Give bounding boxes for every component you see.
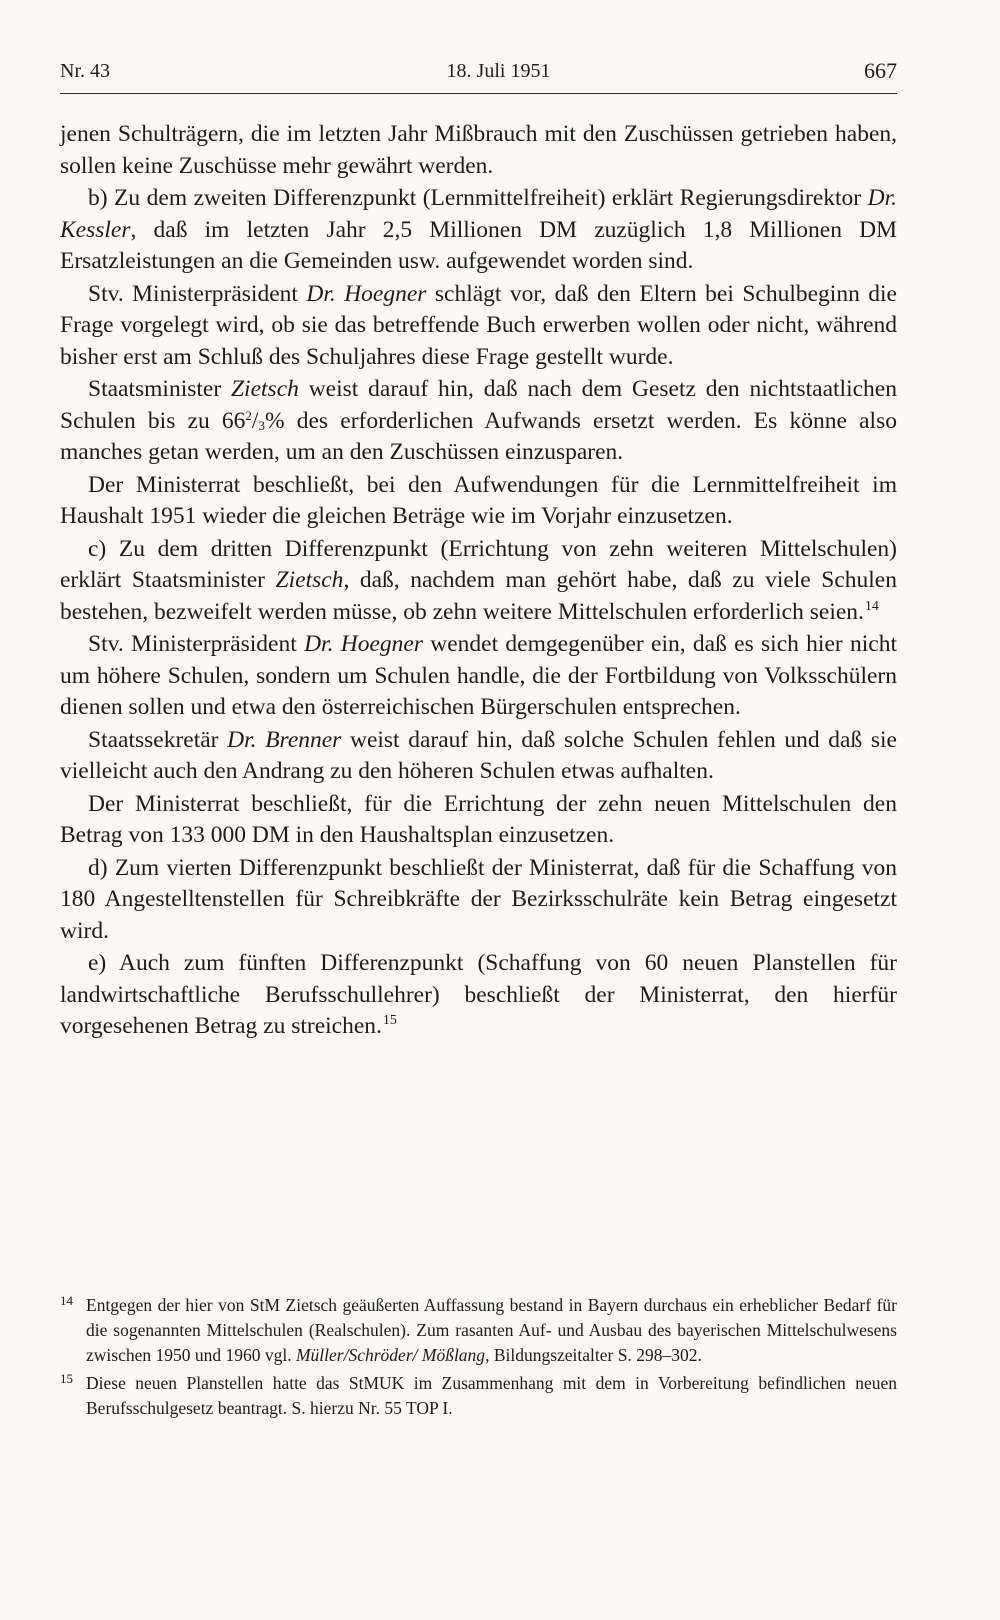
footnote-reference[interactable]: 14 xyxy=(864,598,879,614)
paragraph xyxy=(60,183,897,278)
footnotes xyxy=(60,1293,897,1421)
italic-name: Zietsch xyxy=(230,376,299,402)
paragraph xyxy=(60,374,897,469)
footnote xyxy=(60,1371,897,1421)
text-run: e) Auch zum fünften Differenzpunkt (Schaffung von 60 neuen Planstellen für landwirtschaftliche Berufsschullehrer) beschließt der Ministerrat, den hierfür vorgesehenen Betrag zu streichen. xyxy=(60,950,897,1039)
text-run: d) Zum vierten Differenzpunkt beschließt der Ministerrat, daß für die Schaffung von 180 Angestelltenstellen für Schreibkräfte der Bezirksschulräte kein Betrag eingesetzt wird. xyxy=(60,854,897,944)
footnote-text xyxy=(86,1373,897,1418)
text-run: Der Ministerrat beschließt, bei den Aufwendungen für die Lernmittelfreiheit im Haushalt 1951 wieder die gleichen Beträge wie im Vorjahr einzusetzen. xyxy=(60,471,897,529)
text-run: Staatssekretär xyxy=(88,726,228,753)
footnote-number: 15 xyxy=(60,1371,73,1386)
text-run: Entgegen der hier von StM Zietsch geäußerten Auffassung bestand in Bayern durchaus ein erheblicher Bedarf für die sogenannten Mittelschulen (Realschulen). Zum rasanten Auf- und Ausbau des bayerischen Mittelschulwesens zwischen 1950 und 1960 vgl. xyxy=(86,1295,897,1365)
header-rule xyxy=(60,93,897,94)
text-run: schlägt vor, daß den Eltern bei Schulbeginn die Frage vorgelegt wird, ob sie das betreffende Buch erwerben wollen oder nicht, während bisher erst am Schluß des Schuljahres diese Frage gestellt wurde. xyxy=(60,280,897,370)
paragraph xyxy=(60,470,897,533)
footnote-reference[interactable]: 15 xyxy=(382,1013,397,1028)
text-run: c) Zu dem dritten Differenzpunkt (Errichtung von zehn weiteren Mittelschulen) erklärt Staatsminister xyxy=(60,535,897,593)
text-run: , daß im letzten Jahr 2,5 Millionen DM zuzüglich 1,8 Millionen DM Ersatzleistungen an die Gemeinden usw. aufgewendet worden sind. xyxy=(60,216,897,274)
fraction xyxy=(245,408,265,434)
text-run: Der Ministerrat beschließt, für die Errichtung der zehn neuen Mittelschulen den Betrag von 133 000 DM in den Haushaltsplan einzusetzen. xyxy=(60,790,897,848)
italic-name: Müller/Schröder/ Mößlang xyxy=(295,1345,486,1365)
paragraph xyxy=(60,629,897,724)
body-text xyxy=(60,119,897,1043)
paragraph xyxy=(60,119,897,182)
text-run: Staatsminister xyxy=(88,376,231,402)
text-run: , daß, nachdem man gehört habe, daß zu viele Schulen bestehen, bezweifelt werden müsse, ob zehn weitere Mittelschulen erforderlich seien. xyxy=(60,567,897,625)
italic-name: Dr. Kessler xyxy=(60,185,897,243)
italic-name: Dr. Hoegner xyxy=(304,631,423,657)
text-run: b) Zu dem zweiten Differenzpunkt (Lernmittelfreiheit) erklärt Regierungsdirektor xyxy=(88,185,868,211)
text-run: weist darauf hin, daß nach dem Gesetz den nichtstaatlichen Schulen bis zu 66 xyxy=(60,376,897,434)
text-run: , Bildungszeitalter S. 298–302. xyxy=(485,1345,702,1365)
running-head xyxy=(60,56,897,86)
fraction-numerator: 2 xyxy=(245,407,252,423)
text-run: Stv. Ministerpräsident xyxy=(88,280,307,307)
paragraph xyxy=(60,279,897,374)
footnote-number: 14 xyxy=(60,1293,73,1308)
text-run: weist darauf hin, daß solche Schulen fehlen und daß sie vielleicht auch den Andrang zu den höheren Schulen etwas aufhalten. xyxy=(60,726,897,784)
header-date: 18. Juli 1951 xyxy=(446,60,551,82)
text-run: jenen Schulträgern, die im letzten Jahr Mißbrauch mit den Zuschüssen getrieben haben, sollen keine Zuschüsse mehr gewährt werden. xyxy=(60,121,897,179)
text-run: Stv. Ministerpräsident xyxy=(88,631,305,657)
italic-name: Dr. Hoegner xyxy=(306,280,427,307)
footnote xyxy=(60,1293,897,1368)
paragraph xyxy=(60,725,897,788)
italic-name: Dr. Brenner xyxy=(227,726,342,753)
paragraph xyxy=(60,948,897,1043)
text-run: wendet demgegenüber ein, daß es sich hier nicht um höhere Schulen, sondern um Schulen handle, die der Fortbildung von Volksschülern dienen sollen und etwa den österreichischen Bürgerschulen entsprechen. xyxy=(60,631,897,720)
text-run: Diese neuen Planstellen hatte das StMUK im Zusammenhang mit dem in Vorbereitung befindlichen neuen Berufsschulgesetz beantragt. S. hierzu Nr. 55 TOP I. xyxy=(86,1373,897,1418)
text-run: % des erforderlichen Aufwands ersetzt werden. Es könne also manches getan werden, um an den Zuschüssen einzusparen. xyxy=(60,407,897,465)
fraction-slash: / xyxy=(251,407,259,434)
paragraph xyxy=(60,534,897,629)
paragraph xyxy=(60,853,897,948)
fraction-denominator: 3 xyxy=(258,417,265,433)
paragraph xyxy=(60,789,897,852)
footnote-text xyxy=(86,1295,897,1365)
page-number: 667 xyxy=(864,58,897,83)
issue-number: Nr. 43 xyxy=(60,60,110,82)
italic-name: Zietsch xyxy=(275,567,344,593)
